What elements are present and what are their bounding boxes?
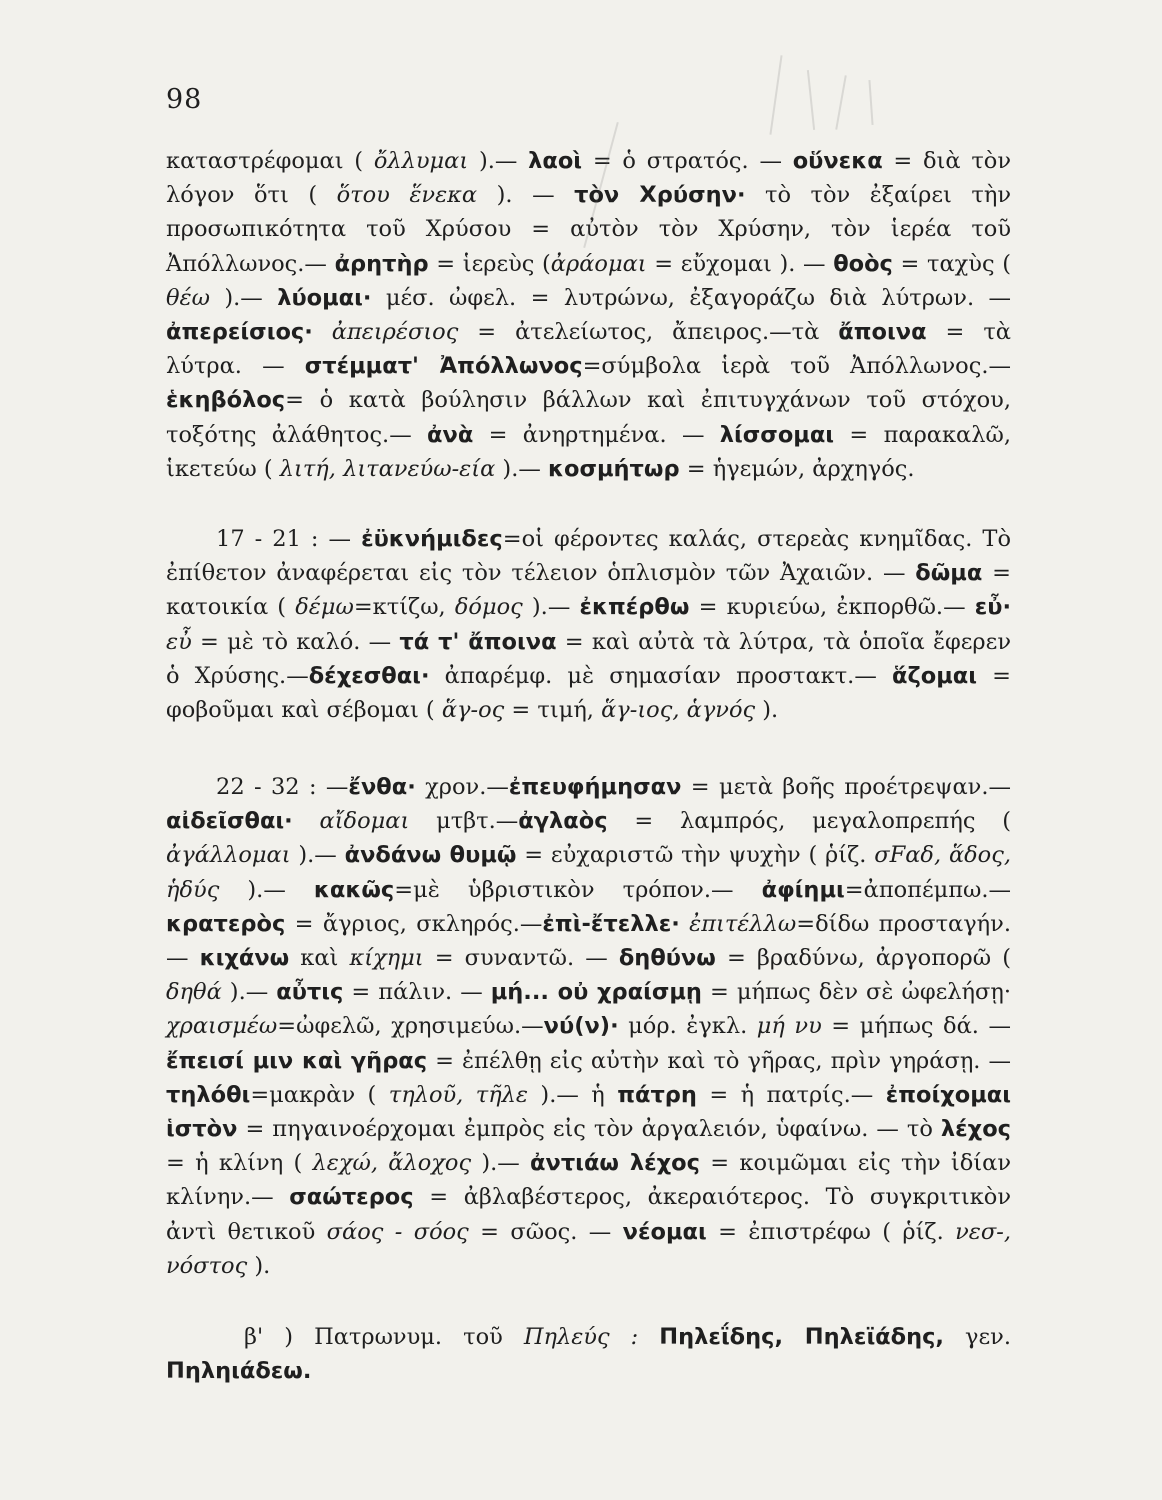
gloss-text: μόρ. ἐγκλ. bbox=[618, 1013, 757, 1040]
gloss-text: = συναντῶ. — bbox=[423, 945, 619, 972]
gloss-text: ).— bbox=[290, 842, 345, 869]
gloss-text: =δίδω προσταγήν.— bbox=[166, 910, 1011, 972]
gloss-text: μτβτ.— bbox=[409, 808, 519, 835]
headword: ἐπὶ-ἔτελλε· bbox=[542, 910, 680, 937]
gloss-text: =ἀποπέμπω.— bbox=[844, 876, 1012, 903]
headword: στέμματ' Ἀπόλλωνος bbox=[304, 353, 583, 380]
headword: ἀγλαὸς bbox=[518, 808, 608, 835]
headword: πάτρη bbox=[617, 1081, 697, 1108]
gloss-text: = ἱερεὺς ( bbox=[428, 250, 551, 277]
gloss-text: = ἡ πατρίς.— bbox=[696, 1081, 886, 1108]
gloss-text: =ὠφελῶ, χρησιμεύω.— bbox=[277, 1013, 544, 1040]
gloss-text: 22 - 32 : — bbox=[216, 774, 349, 800]
italic-form: θέω bbox=[166, 284, 210, 311]
gloss-text: ).— bbox=[209, 284, 278, 311]
italic-form: δηθά bbox=[166, 979, 222, 1006]
headword: τά τ' ἄποινα bbox=[399, 628, 557, 655]
gloss-text: ).— bbox=[495, 455, 549, 482]
headword: ἀντιάω λέχος bbox=[530, 1150, 700, 1177]
gloss-text: = ἐπέλθῃ εἰς αὐτὴν καὶ τὸ γῆρας, πρὶν γηράσῃ. — bbox=[427, 1047, 1011, 1074]
italic-form: ἀράομαι bbox=[550, 250, 647, 277]
gloss-text: = μετὰ βοῆς προέτρεψαν.— bbox=[681, 774, 1011, 800]
page-number: 98 bbox=[166, 84, 203, 115]
headword: ἑκηβόλος bbox=[166, 387, 286, 414]
headword: ἄποινα bbox=[838, 319, 927, 346]
italic-form: ἀπειρέσιος bbox=[331, 319, 459, 346]
gloss-text: ).— bbox=[219, 876, 314, 903]
gloss-text: = ἐπιστρέφω ( ῥίζ. bbox=[706, 1218, 956, 1245]
gloss-text: = ἡγεμών, ἀρχηγός. bbox=[679, 455, 915, 482]
headword: εὖ· bbox=[974, 594, 1012, 621]
headword: λίσσομαι bbox=[719, 421, 835, 448]
gloss-text: = διὰ τὸν λόγον ὅτι ( bbox=[166, 148, 1011, 209]
gloss-text: ).— bbox=[221, 979, 277, 1006]
headword: τὸν Χρύσην· bbox=[574, 182, 746, 209]
gloss-text bbox=[638, 1324, 659, 1350]
italic-form: λιτή, λιτανεύω-εία bbox=[279, 455, 496, 482]
headword: ἀνδάνω θυμῷ bbox=[344, 842, 517, 869]
italic-form: κίχημι bbox=[349, 945, 424, 972]
gloss-text: ).— ἡ bbox=[528, 1081, 618, 1108]
gloss-text: = τὰ λύτρα. — bbox=[166, 319, 1011, 380]
gloss-text: = εὔχομαι ). — bbox=[646, 250, 834, 277]
gloss-text: = ὁ στρατός. — bbox=[582, 148, 793, 174]
gloss-text: = παρακαλῶ, ἱκετεύω ( bbox=[166, 421, 1012, 482]
gloss-text: = πηγαινοέρχομαι ἐμπρὸς εἰς τὸν ἀργαλειόν, ὑφαίνω. — τὸ bbox=[237, 1116, 941, 1143]
italic-form: λεχώ, ἄλοχος bbox=[312, 1150, 472, 1177]
gloss-text: = σῶος. — bbox=[468, 1218, 623, 1245]
gloss-text: = φοβοῦμαι καὶ σέβομαι ( bbox=[166, 662, 1011, 724]
gloss-text: = ἀβλαβέστερος, ἀκεραιότερος. Τὸ συγκριτικὸν ἀντὶ θετικοῦ bbox=[166, 1184, 1011, 1245]
italic-form: δόμος bbox=[454, 594, 523, 621]
gloss-text: = βραδύνω, ἀργοπορῶ ( bbox=[715, 945, 1011, 972]
gloss-text: = ἀτελείωτος, ἄπειρος.—τὰ bbox=[458, 319, 839, 346]
gloss-text: = ἄγριος, σκληρός.— bbox=[285, 910, 543, 937]
headword: Πηληιάδεω. bbox=[166, 1358, 312, 1385]
headword: ἔπεισί μιν καὶ γῆρας bbox=[166, 1047, 428, 1074]
gloss-text: = μὲ τὸ καλό. — bbox=[191, 628, 400, 655]
gloss-text: ).— bbox=[522, 594, 580, 621]
headword: κοσμήτωρ bbox=[548, 455, 680, 482]
headword: ἐποίχομαι ἱστὸν bbox=[166, 1081, 1011, 1143]
headword: ἔνθα· bbox=[348, 774, 416, 800]
headword: οὕνεκα bbox=[792, 148, 883, 174]
headword: δῶμα bbox=[915, 560, 983, 587]
pencil-mark bbox=[868, 80, 873, 125]
headword: λαοὶ bbox=[528, 148, 583, 174]
gloss-text: =οἱ φέροντες καλάς, στερεὰς κνημῖδας. Τὸ ἐπίθετον ἀναφέρεται εἰς τὸν τέλειον ὁπλισμὸν τῶν Ἀχαιῶν. — bbox=[166, 526, 1011, 587]
headword: ἐϋκνήμιδες bbox=[361, 526, 503, 552]
italic-form: νεσ-, νόστος bbox=[166, 1218, 1011, 1279]
gloss-text: =μακρὰν ( bbox=[250, 1081, 389, 1108]
gloss-text: ).— bbox=[471, 1150, 531, 1177]
gloss-text: = εὐχαριστῶ τὴν ψυχὴν ( ῥίζ. bbox=[516, 842, 875, 869]
headword: ἀνὰ bbox=[427, 421, 474, 448]
gloss-text bbox=[293, 808, 320, 834]
italic-form: ἅγ-ος bbox=[441, 697, 505, 724]
headword: κακῶς bbox=[313, 876, 395, 903]
italic-form: μή νυ bbox=[756, 1013, 822, 1040]
gloss-text: = τιμή, bbox=[504, 697, 602, 724]
gloss-text: = κατοικία ( bbox=[166, 560, 1011, 621]
pencil-mark bbox=[769, 55, 782, 134]
headword: ἐπευφήμησαν bbox=[508, 774, 682, 800]
headword: ἅζομαι bbox=[891, 662, 977, 689]
headword: Πηλεΐδης, Πηλεϊάδης, bbox=[659, 1324, 944, 1350]
gloss-text: = ταχὺς ( bbox=[892, 250, 1011, 277]
italic-form: Πηλεύς : bbox=[523, 1324, 639, 1350]
italic-form: ἅγ-ιος, ἁγνός bbox=[601, 697, 756, 724]
headword: αἰδεῖσθαι· bbox=[166, 808, 293, 835]
headword: ἀφίημι bbox=[761, 876, 845, 903]
headword: θοὸς bbox=[833, 250, 893, 277]
headword: λέχος bbox=[940, 1116, 1011, 1143]
gloss-text: = καὶ αὐτὰ τὰ λύτρα, τὰ ὁποῖα ἔφερεν ὁ Χρύσης.— bbox=[166, 628, 1011, 689]
headword: αὖτις bbox=[276, 979, 344, 1006]
gloss-text: χρον.— bbox=[415, 774, 509, 800]
italic-form: ἀγάλλομαι bbox=[166, 842, 291, 869]
paragraph-glossary-22-32 bbox=[166, 770, 1011, 1283]
gloss-text: β' ) Πατρωνυμ. τοῦ bbox=[244, 1324, 524, 1350]
gloss-text: = κοιμῶμαι εἰς τὴν ἰδίαν κλίνην.— bbox=[166, 1150, 1011, 1211]
gloss-text: =κτίζω, bbox=[353, 594, 455, 621]
headword: νέομαι bbox=[622, 1218, 707, 1245]
paragraph-patronymic bbox=[166, 1320, 1011, 1388]
italic-form: σFαδ, ἅδος, ἡδύς bbox=[166, 842, 1011, 903]
italic-form: ὅτου ἕνεκα bbox=[336, 182, 478, 209]
gloss-text: =σύμβολα ἱερὰ τοῦ Ἀπόλλωνος.— bbox=[582, 353, 1011, 380]
gloss-text: καὶ bbox=[289, 945, 350, 972]
gloss-text: καταστρέφομαι ( bbox=[166, 148, 374, 174]
gloss-text: = ὁ κατὰ βούλησιν βάλλων καὶ ἐπιτυγχάνων τοῦ στόχου, τοξότης ἀλάθητος.— bbox=[166, 387, 1011, 448]
gloss-text: = λαμπρός, μεγαλοπρεπής ( bbox=[607, 808, 1011, 835]
gloss-text: = ἀνηρτημένα. — bbox=[473, 421, 720, 448]
gloss-text: =μὲ ὑβριστικὸν τρόπον.— bbox=[394, 876, 762, 903]
headword: δηθύνω bbox=[618, 945, 716, 972]
gloss-text: ).— bbox=[468, 148, 529, 174]
italic-form: αἴδομαι bbox=[319, 808, 410, 835]
italic-form: ἐπιτέλλω bbox=[689, 910, 797, 937]
headword: κιχάνω bbox=[199, 945, 290, 972]
gloss-text: μέσ. ὠφελ. = λυτρώνω, ἐξαγοράζω διὰ λύτρων. — bbox=[371, 284, 1012, 311]
gloss-text: ἀπαρέμφ. μὲ σημασίαν προστακτ.— bbox=[429, 662, 892, 689]
gloss-text: = ἡ κλίνη ( bbox=[166, 1150, 313, 1177]
headword: μή... οὐ χραίσμῃ bbox=[490, 979, 702, 1006]
pencil-mark bbox=[835, 75, 847, 130]
italic-form: σάος - σόος bbox=[326, 1218, 469, 1245]
italic-form: δέμω bbox=[295, 594, 354, 621]
headword: σαώτερος bbox=[289, 1184, 414, 1211]
headword: λύομαι· bbox=[277, 284, 372, 311]
gloss-text bbox=[680, 911, 689, 937]
gloss-text: 17 - 21 : — bbox=[216, 526, 362, 552]
headword: ἀπερείσιος· bbox=[166, 319, 313, 346]
headword: ἀρητὴρ bbox=[334, 250, 429, 277]
headword: ἐκπέρθω bbox=[579, 594, 690, 621]
gloss-text: γεν. bbox=[943, 1324, 1011, 1350]
gloss-text: = κυριεύω, ἐκπορθῶ.— bbox=[689, 594, 975, 621]
gloss-text: τὸ τὸν ἐξαίρει τὴν προσωπικότητα τοῦ Χρύσου = αὐτὸν τὸν Χρύσην, τὸν ἱερέα τοῦ Ἀπόλλωνος.— bbox=[166, 182, 1012, 277]
gloss-text bbox=[313, 319, 332, 345]
italic-form: τηλοῦ, τῆλε bbox=[388, 1081, 529, 1108]
headword: τηλόθι bbox=[166, 1081, 251, 1108]
gloss-text: ). bbox=[247, 1252, 271, 1279]
italic-form: εὖ bbox=[166, 628, 192, 655]
pencil-mark bbox=[807, 70, 815, 130]
headword: κρατερὸς bbox=[166, 910, 286, 937]
gloss-text: ). bbox=[755, 697, 779, 724]
headword: νύ(ν)· bbox=[543, 1013, 619, 1040]
paragraph-glossary-17-21 bbox=[166, 522, 1011, 727]
headword: δέχεσθαι· bbox=[308, 662, 430, 689]
gloss-text: = μήπως δά. — bbox=[821, 1013, 1011, 1040]
paragraph-glossary-1 bbox=[166, 144, 1011, 486]
gloss-text: ). — bbox=[477, 182, 575, 209]
italic-form: ὄλλυμαι bbox=[373, 148, 469, 174]
gloss-text: = πάλιν. — bbox=[343, 979, 491, 1006]
gloss-text: = μήπως δὲν σὲ ὠφελήσῃ· bbox=[701, 979, 1011, 1006]
italic-form: χραισμέω bbox=[166, 1013, 278, 1040]
